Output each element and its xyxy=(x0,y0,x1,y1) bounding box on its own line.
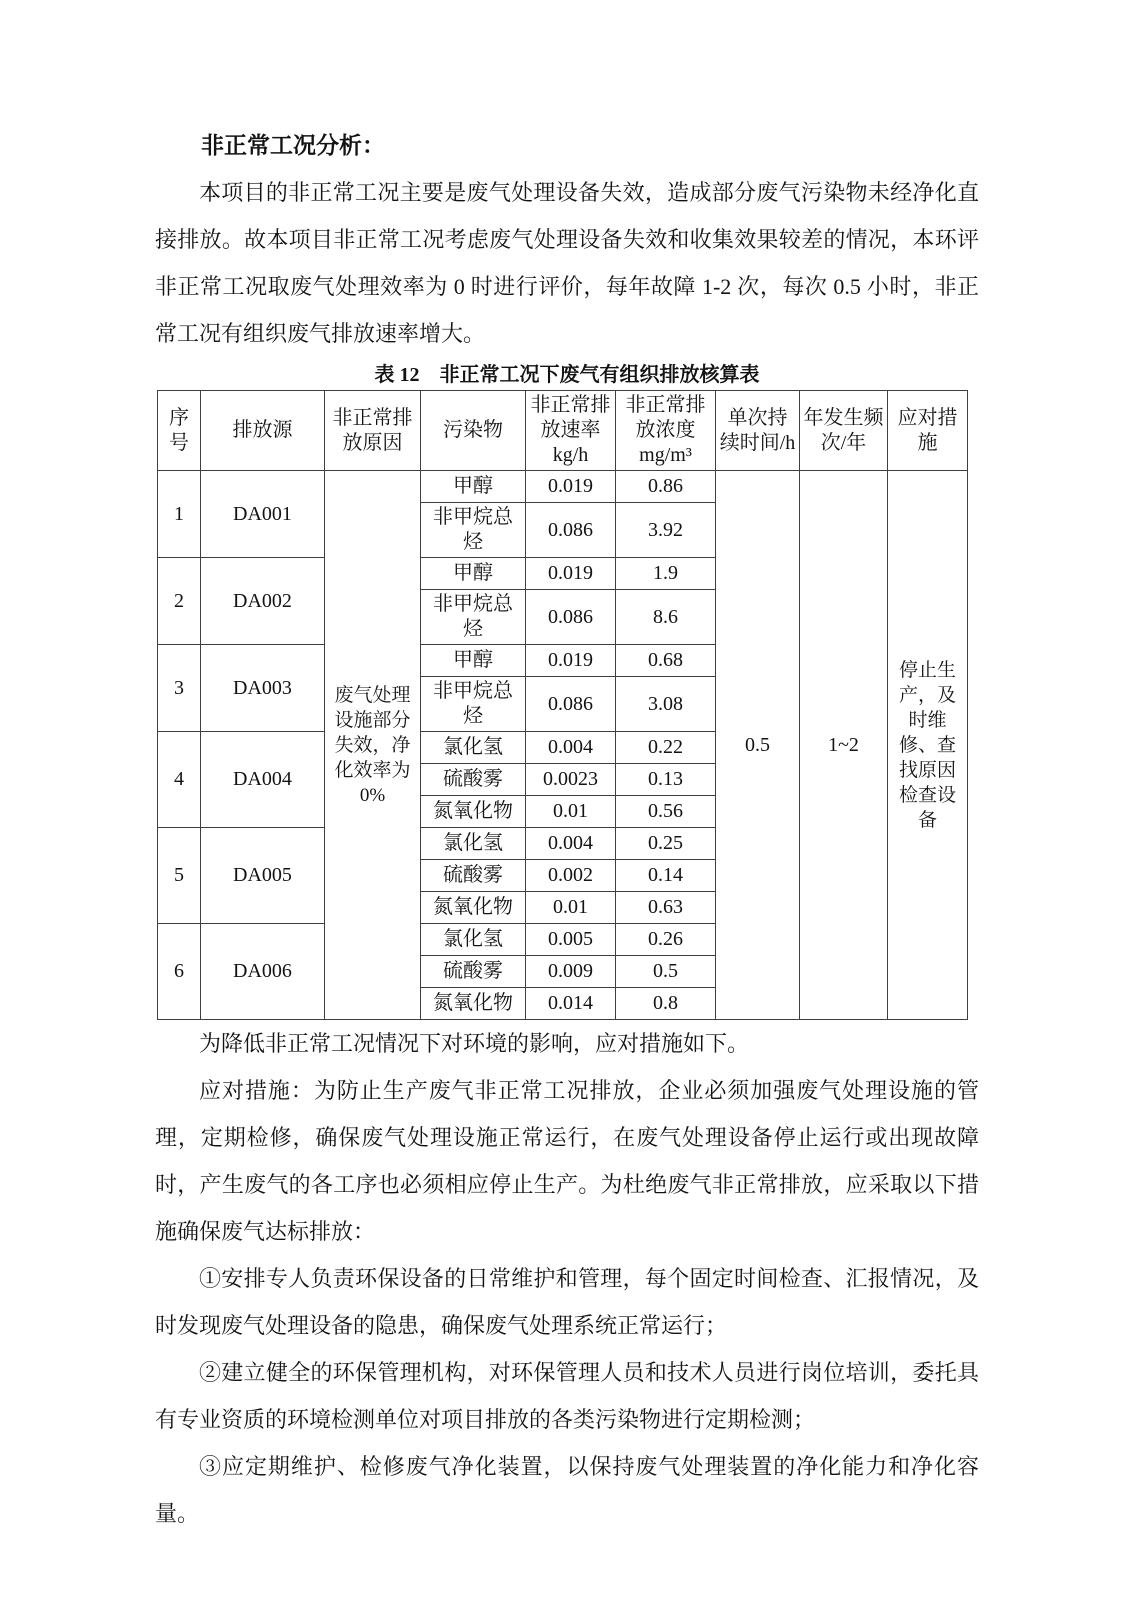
cell-conc: 3.08 xyxy=(616,677,716,732)
cell-duration: 0.5 xyxy=(716,471,800,1020)
cell-rate: 0.019 xyxy=(526,558,616,590)
paragraph-intro: 本项目的非正常工况主要是废气处理设备失效，造成部分废气污染物未经净化直接排放。故本项目非正常工况考虑废气处理设备失效和收集效果较差的情况，本环评非正常工况取废气处理效率为 0 时进行评价，每年故障 1-2 次，每次 0.5 小时，非正常工况有组织废气排放速率增大。 xyxy=(155,180,979,346)
cell-no: 6 xyxy=(158,924,201,1020)
cell-rate: 0.004 xyxy=(526,732,616,764)
cell-rate: 0.014 xyxy=(526,988,616,1020)
cell-rate: 0.005 xyxy=(526,924,616,956)
cell-pollutant: 甲醇 xyxy=(421,645,526,677)
header-duration: 单次持续时间/h xyxy=(716,391,800,471)
paragraph-measure-2: ②建立健全的环保管理机构，对环保管理人员和技术人员进行岗位培训，委托具有专业资质的环境检测单位对项目排放的各类污染物进行定期检测； xyxy=(155,1360,979,1432)
cell-conc: 0.56 xyxy=(616,796,716,828)
cell-no: 5 xyxy=(158,828,201,924)
cell-rate: 0.019 xyxy=(526,471,616,503)
header-measure: 应对措施 xyxy=(888,391,968,471)
paragraph-measure-3: ③应定期维护、检修废气净化装置，以保持废气处理装置的净化能力和净化容量。 xyxy=(155,1454,979,1526)
cell-conc: 3.92 xyxy=(616,503,716,558)
cell-source: DA002 xyxy=(201,558,325,645)
cell-rate: 0.019 xyxy=(526,645,616,677)
cell-rate: 0.002 xyxy=(526,860,616,892)
emission-table xyxy=(157,390,968,1020)
cell-no: 4 xyxy=(158,732,201,828)
cell-source: DA004 xyxy=(201,732,325,828)
cell-rate: 0.009 xyxy=(526,956,616,988)
cell-pollutant: 硫酸雾 xyxy=(421,764,526,796)
cell-conc: 0.68 xyxy=(616,645,716,677)
cell-pollutant: 氮氧化物 xyxy=(421,988,526,1020)
cell-pollutant: 硫酸雾 xyxy=(421,860,526,892)
cell-pollutant: 氮氧化物 xyxy=(421,892,526,924)
cell-conc: 0.13 xyxy=(616,764,716,796)
cell-frequency: 1~2 xyxy=(800,471,888,1020)
paragraph-measure-1: ①安排专人负责环保设备的日常维护和管理，每个固定时间检查、汇报情况，及时发现废气处理设备的隐患，确保废气处理系统正常运行； xyxy=(155,1266,979,1338)
table-row xyxy=(158,471,968,503)
header-reason: 非正常排放原因 xyxy=(325,391,421,471)
cell-conc: 8.6 xyxy=(616,590,716,645)
table-header-row xyxy=(158,391,968,471)
paragraph-after-table: 为降低非正常工况情况下对环境的影响，应对措施如下。 xyxy=(199,1031,750,1056)
cell-rate: 0.01 xyxy=(526,892,616,924)
cell-pollutant: 甲醇 xyxy=(421,558,526,590)
cell-rate: 0.004 xyxy=(526,828,616,860)
header-rate: 非正常排放速率 kg/h xyxy=(526,391,616,471)
table-caption: 表 12 非正常工况下废气有组织排放核算表 xyxy=(374,364,760,386)
cell-conc: 0.8 xyxy=(616,988,716,1020)
cell-source: DA001 xyxy=(201,471,325,558)
cell-source: DA003 xyxy=(201,645,325,732)
cell-rate: 0.086 xyxy=(526,590,616,645)
cell-pollutant: 氯化氢 xyxy=(421,924,526,956)
cell-rate: 0.01 xyxy=(526,796,616,828)
cell-pollutant: 甲醇 xyxy=(421,471,526,503)
cell-rate: 0.0023 xyxy=(526,764,616,796)
cell-reason: 废气处理设施部分失效，净化效率为 0% xyxy=(325,471,421,1020)
cell-pollutant: 非甲烷总烃 xyxy=(421,503,526,558)
cell-no: 3 xyxy=(158,645,201,732)
cell-conc: 0.5 xyxy=(616,956,716,988)
cell-pollutant: 氯化氢 xyxy=(421,732,526,764)
cell-conc: 0.14 xyxy=(616,860,716,892)
cell-no: 2 xyxy=(158,558,201,645)
cell-conc: 0.26 xyxy=(616,924,716,956)
cell-pollutant: 氯化氢 xyxy=(421,828,526,860)
cell-pollutant: 非甲烷总烃 xyxy=(421,590,526,645)
cell-conc: 0.86 xyxy=(616,471,716,503)
cell-source: DA005 xyxy=(201,828,325,924)
cell-conc: 0.22 xyxy=(616,732,716,764)
cell-conc: 1.9 xyxy=(616,558,716,590)
paragraph-measures-lead: 应对措施：为防止生产废气非正常工况排放，企业必须加强废气处理设施的管理，定期检修，确保废气处理设施正常运行，在废气处理设备停止运行或出现故障时，产生废气的各工序也必须相应停止生产。为杜绝废气非正常排放，应采取以下措施确保废气达标排放： xyxy=(155,1078,979,1244)
header-frequency: 年发生频次/年 xyxy=(800,391,888,471)
header-no: 序号 xyxy=(158,391,201,471)
cell-conc: 0.63 xyxy=(616,892,716,924)
cell-no: 1 xyxy=(158,471,201,558)
cell-conc: 0.25 xyxy=(616,828,716,860)
cell-measure: 停止生产，及时维修、查找原因检查设备 xyxy=(888,471,968,1020)
section-heading: 非正常工况分析： xyxy=(201,133,385,158)
cell-rate: 0.086 xyxy=(526,503,616,558)
header-pollutant: 污染物 xyxy=(421,391,526,471)
cell-source: DA006 xyxy=(201,924,325,1020)
header-source: 排放源 xyxy=(201,391,325,471)
header-conc: 非正常排放浓度 mg/m³ xyxy=(616,391,716,471)
cell-pollutant: 硫酸雾 xyxy=(421,956,526,988)
cell-pollutant: 氮氧化物 xyxy=(421,796,526,828)
cell-pollutant: 非甲烷总烃 xyxy=(421,677,526,732)
cell-rate: 0.086 xyxy=(526,677,616,732)
